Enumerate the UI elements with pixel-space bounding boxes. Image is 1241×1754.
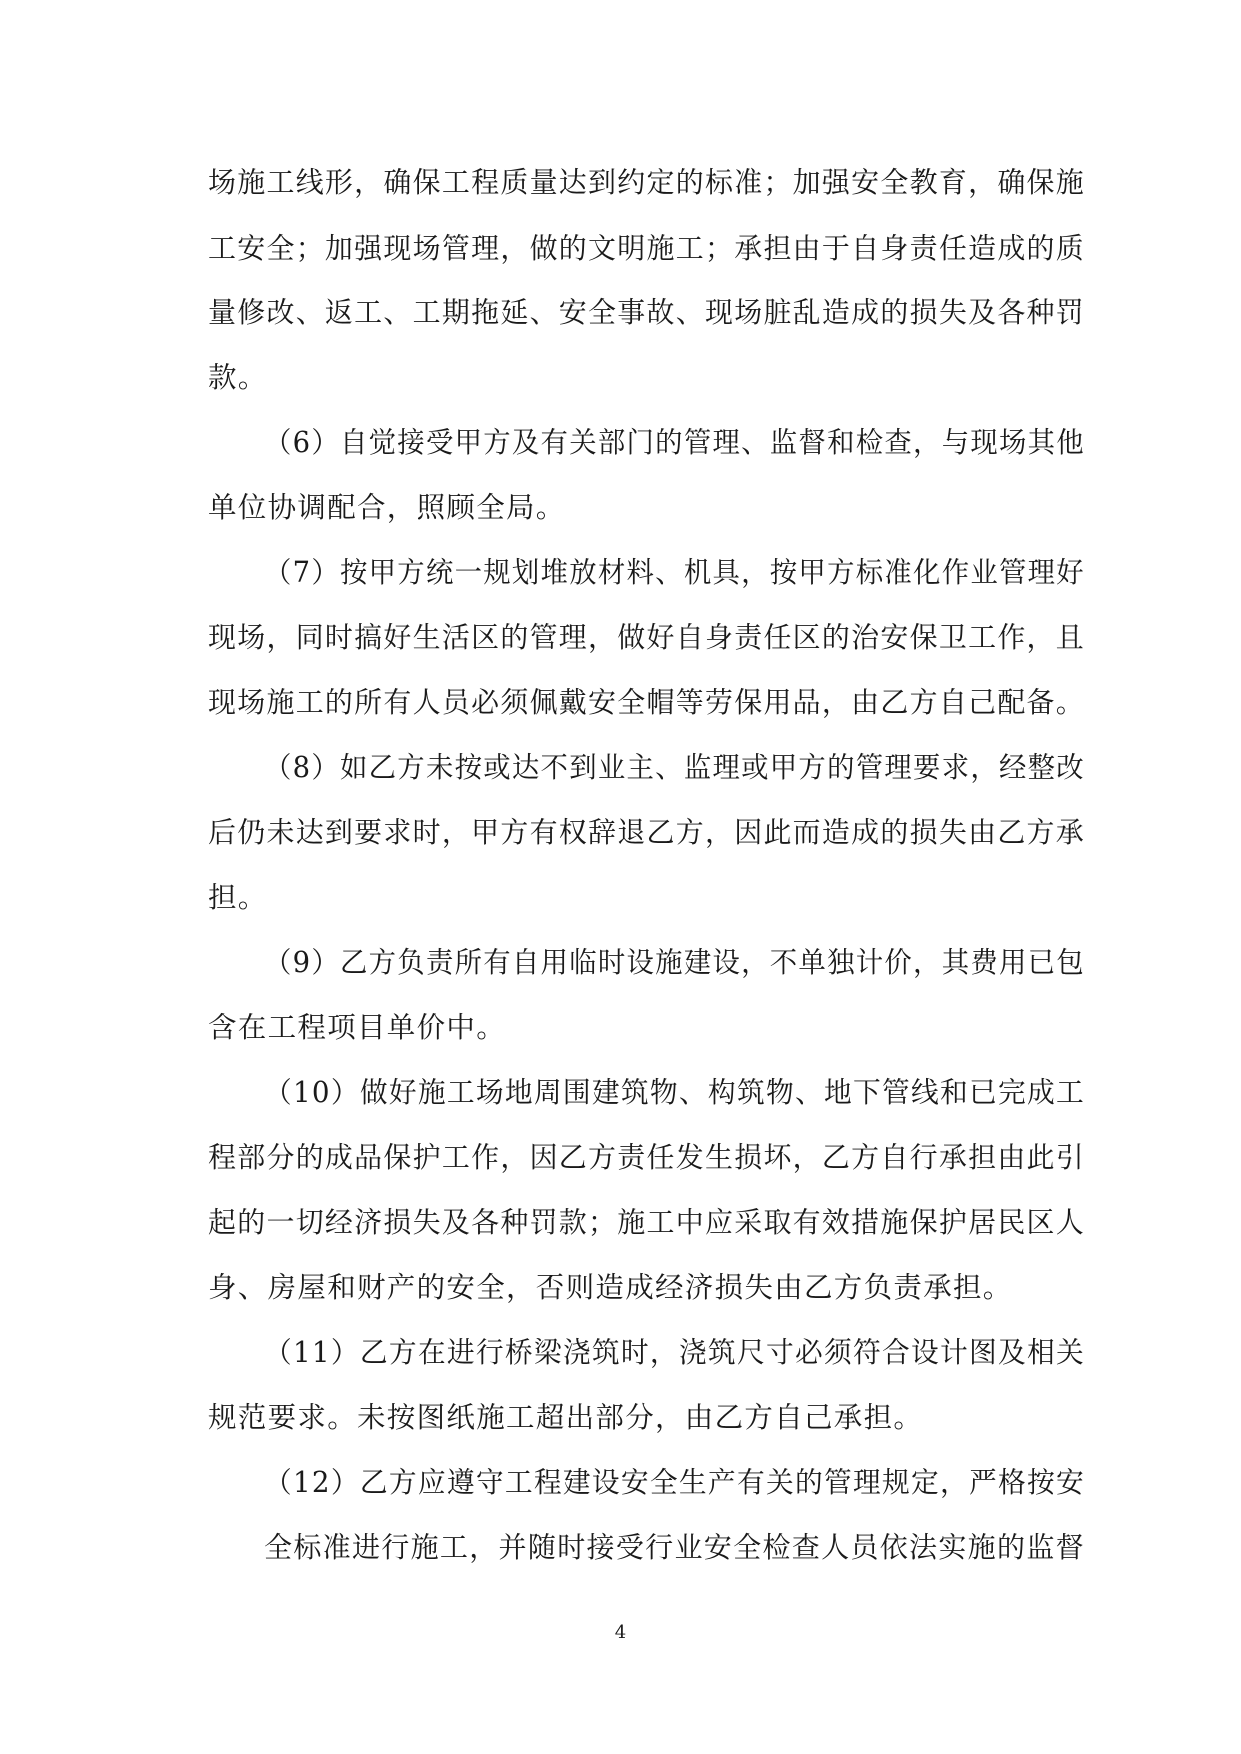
paragraph-text: 后仍未达到要求时，甲方有权辞退乙方，因此而造成的损失由乙方承 — [208, 816, 1086, 849]
text-line — [0, 1008, 1241, 1048]
paragraph-text: 现场施工的所有人员必须佩戴安全帽等劳保用品，由乙方自己配备。 — [208, 686, 1086, 719]
text-line — [0, 488, 1241, 528]
paragraph-text: 含在工程项目单价中。 — [208, 1011, 507, 1044]
text-line — [0, 618, 1241, 658]
paragraph-text: 全标准进行施工，并随时接受行业安全检查人员依法实施的监督 — [264, 1531, 1085, 1564]
text-line — [0, 813, 1241, 853]
text-line — [0, 423, 1241, 463]
text-line — [0, 358, 1241, 398]
text-line — [0, 553, 1241, 593]
paragraph-text: （7）按甲方统一规划堆放材料、机具，按甲方标准化作业管理好 — [264, 556, 1085, 589]
paragraph-text: 担。 — [208, 881, 268, 914]
page-number: 4 — [614, 1622, 627, 1643]
paragraph-text: 现场，同时搞好生活区的管理，做好自身责任区的治安保卫工作，且 — [208, 621, 1086, 654]
paragraph-text: （10）做好施工场地周围建筑物、构筑物、地下管线和已完成工 — [264, 1076, 1086, 1109]
paragraph-text: （6）自觉接受甲方及有关部门的管理、监督和检查，与现场其他 — [264, 426, 1085, 459]
text-line — [0, 1333, 1241, 1373]
text-line — [0, 163, 1241, 203]
text-line — [0, 878, 1241, 918]
text-line — [0, 1268, 1241, 1308]
text-line — [0, 1073, 1241, 1113]
text-line — [0, 293, 1241, 333]
text-line — [0, 1138, 1241, 1178]
paragraph-text: 场施工线形，确保工程质量达到约定的标准；加强安全教育，确保施 — [208, 166, 1086, 199]
text-line — [0, 1398, 1241, 1438]
text-line — [0, 229, 1241, 269]
text-line — [0, 943, 1241, 983]
paragraph-text: 起的一切经济损失及各种罚款；施工中应采取有效措施保护居民区人 — [208, 1206, 1086, 1239]
text-line — [0, 1203, 1241, 1243]
paragraph-text: （12）乙方应遵守工程建设安全生产有关的管理规定，严格按安 — [264, 1466, 1086, 1499]
paragraph-text: 单位协调配合，照顾全局。 — [208, 491, 566, 524]
text-line — [0, 1528, 1241, 1568]
paragraph-text: （11）乙方在进行桥梁浇筑时，浇筑尺寸必须符合设计图及相关 — [264, 1336, 1086, 1369]
paragraph-text: 工安全；加强现场管理，做的文明施工；承担由于自身责任造成的质 — [208, 232, 1086, 265]
text-line — [0, 748, 1241, 788]
text-line — [0, 683, 1241, 723]
paragraph-text: 款。 — [208, 361, 268, 394]
paragraph-text: （8）如乙方未按或达不到业主、监理或甲方的管理要求，经整改 — [264, 751, 1085, 784]
paragraph-text: 程部分的成品保护工作，因乙方责任发生损坏，乙方自行承担由此引 — [208, 1141, 1086, 1174]
paragraph-text: 身、房屋和财产的安全，否则造成经济损失由乙方负责承担。 — [208, 1271, 1013, 1304]
text-line — [0, 1463, 1241, 1503]
paragraph-text: 量修改、返工、工期拖延、安全事故、现场脏乱造成的损失及各种罚 — [208, 296, 1086, 329]
paragraph-text: 规范要求。未按图纸施工超出部分，由乙方自己承担。 — [208, 1401, 924, 1434]
paragraph-text: （9）乙方负责所有自用临时设施建设，不单独计价，其费用已包 — [264, 946, 1085, 979]
